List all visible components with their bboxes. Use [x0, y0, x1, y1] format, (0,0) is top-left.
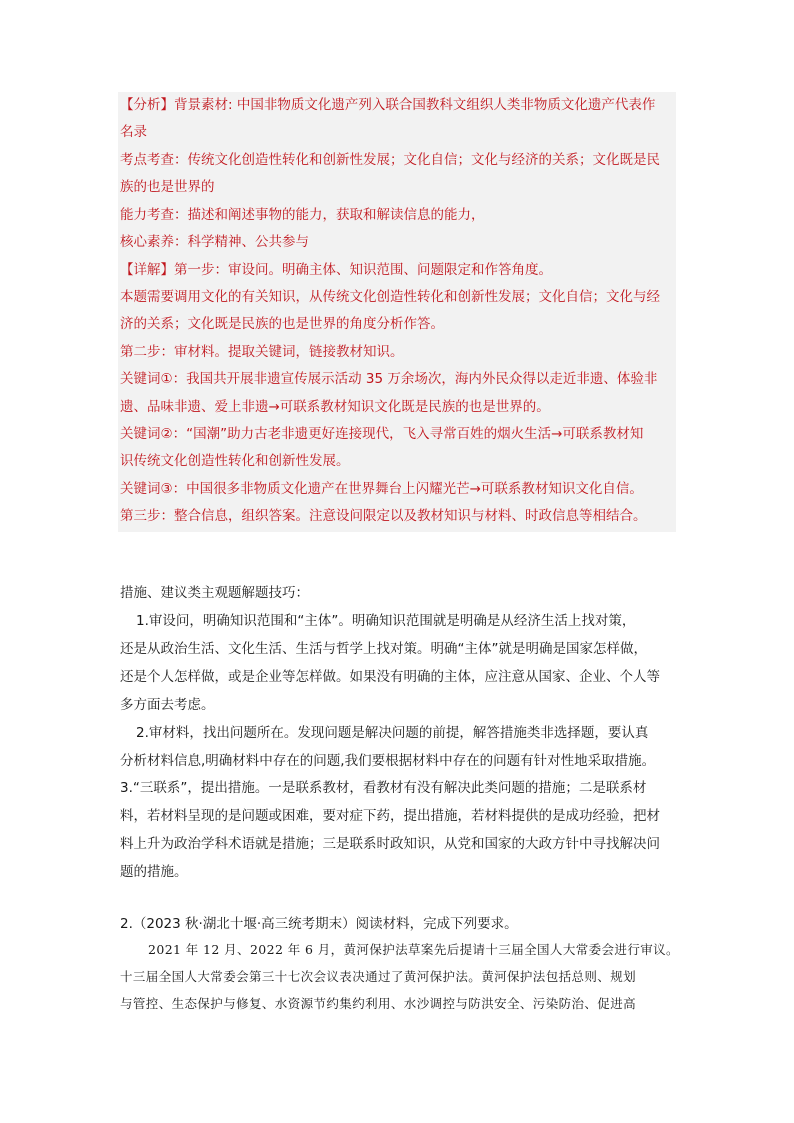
tips-p2: 2.审材料，找出问题所在。发现问题是解决问题的前提，解答措施类非选择题，要认真 — [136, 725, 649, 741]
tips-title: 措施、建议类主观题解题技巧： — [120, 585, 309, 601]
step2-line: 第二步：审材料。提取关键词，链接教材知识。 — [120, 344, 404, 360]
xiangjie-text: 第一步：审设问。明确主体、知识范围、问题限定和作答角度。 — [174, 262, 552, 278]
xiangjie-line — [120, 261, 552, 279]
bentin-line-cont: 济的关系；文化既是民族的也是世界的角度分析作答。 — [120, 316, 444, 332]
step3-line: 第三步：整合信息，组织答案。注意设问限定以及教材知识与材料、时政信息等相结合。 — [120, 508, 647, 524]
tips-p3: 3.“三联系”，提出措施。一是联系教材，看教材有没有解决此类问题的措施；二是联系材 — [120, 780, 647, 796]
tips-p1: 1.审设问，明确知识范围和“主体”。明确知识范围就是明确是从经济生活上找对策， — [136, 613, 636, 629]
fenxi-text-cont: 名录 — [120, 124, 147, 140]
kaodian-line-cont: 族的也是世界的 — [120, 179, 215, 195]
tips-p1-line4: 多方面去考虑。 — [120, 697, 215, 713]
question2-material-line3: 与管控、生态保护与修复、水资源节约集约利用、水沙调控与防洪安全、污染防治、促进高 — [120, 996, 637, 1011]
xiangjie-tag: 【详解】 — [120, 262, 174, 278]
fenxi-text: 背景素材: 中国非物质文化遗产列入联合国教科文组织人类非物质文化遗产代表作 — [174, 97, 656, 113]
keyword2-line: 关键词②：“国潮”助力古老非遗更好连接现代，飞入寻常百姓的烟火生活→可联系教材知 — [120, 426, 644, 442]
tips-p1-line3: 还是个人怎样做，或是企业等怎样做。如果没有明确的主体，应注意从国家、企业、个人等 — [120, 669, 660, 685]
tips-p2-line2: 分析材料信息,明确材料中存在的问题,我们要根据材料中存在的问题有针对性地采取措施。 — [120, 753, 656, 769]
question2-material-line2: 十三届全国人大常委会第三十七次会议表决通过了黄河保护法。黄河保护法包括总则、规划 — [120, 969, 637, 984]
keyword3-line: 关键词③：中国很多非物质文化遗产在世界舞台上闪耀光芒→可联系教材知识文化自信。 — [120, 481, 643, 497]
tips-p3-line2: 料，若材料呈现的是问题或困难，要对症下药，提出措施，若材料提供的是成功经验，把材 — [120, 808, 660, 824]
kaodian-line: 考点考查：传统文化创造性转化和创新性发展；文化自信；文化与经济的关系；文化既是民 — [120, 152, 660, 168]
question2-material-line1: 2021 年 12 月、2022 年 6 月，黄河保护法草案先后提请十三届全国人大常委会进行审议。 — [148, 942, 679, 957]
bentin-line: 本题需要调用文化的有关知识，从传统文化创造性转化和创新性发展；文化自信；文化与经 — [120, 289, 660, 305]
keyword2-line-cont: 识传统文化创造性转化和创新性发展。 — [120, 453, 350, 469]
tips-p3-line3: 料上升为政治学科术语就是措施；三是联系时政知识，从党和国家的大政方针中寻找解决问 — [120, 836, 660, 852]
keyword1-line-cont: 遗、品味非遗、爱上非遗→可联系教材知识文化既是民族的也是世界的。 — [120, 399, 550, 415]
keyword1-line: 关键词①：我国共开展非遗宣传展示活动 35 万余场次，海内外民众得以走近非遗、体验非 — [120, 371, 658, 387]
question2-header: 2.（2023 秋·湖北十堰·高三统考期末）阅读材料，完成下列要求。 — [120, 916, 518, 932]
tips-p1-line2: 还是从政治生活、文化生活、生活与哲学上找对策。明确“主体”就是明确是国家怎样做， — [120, 641, 647, 657]
analysis-line — [120, 96, 655, 114]
suyang-line: 核心素养：科学精神、公共参与 — [120, 234, 309, 250]
nengli-line: 能力考查：描述和阐述事物的能力，获取和解读信息的能力， — [120, 207, 485, 223]
fenxi-tag: 【分析】 — [120, 97, 174, 113]
tips-p3-line4: 题的措施。 — [120, 864, 188, 880]
